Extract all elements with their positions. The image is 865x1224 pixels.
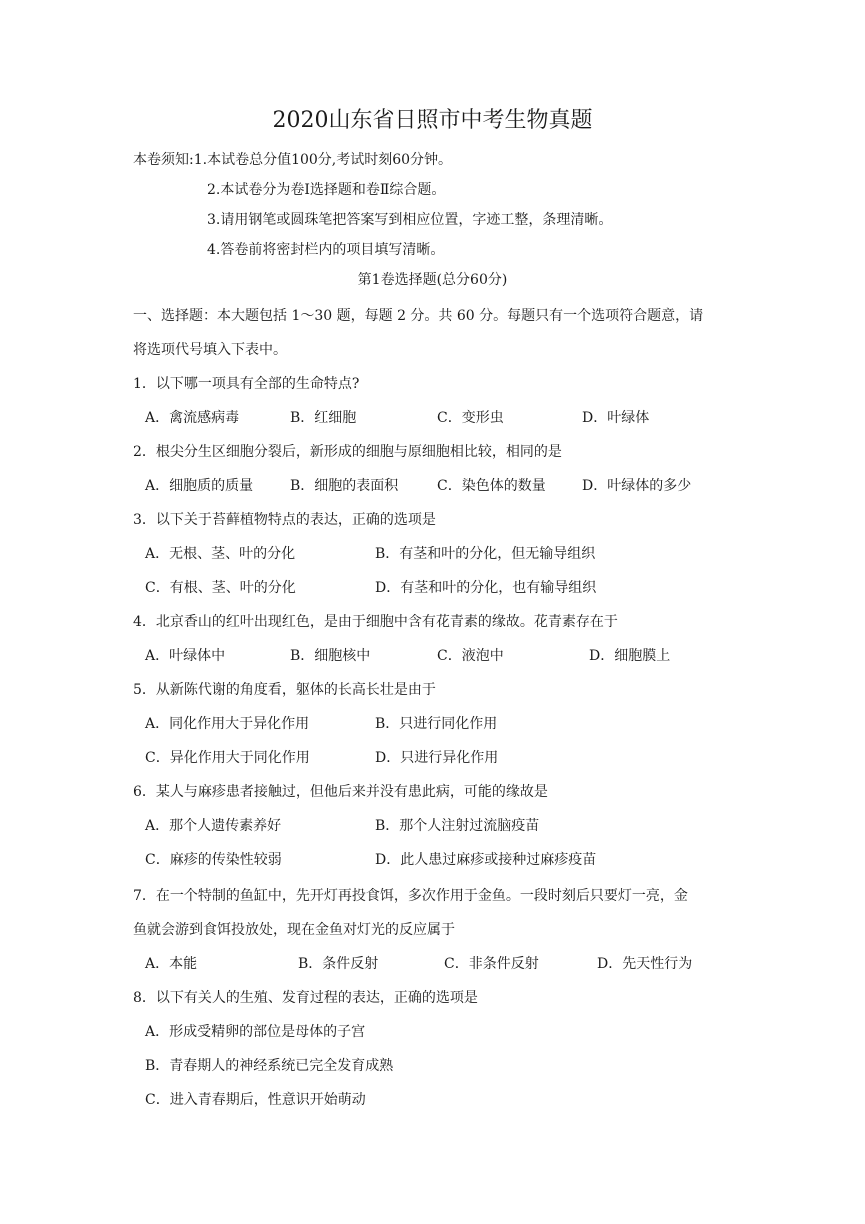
option: D．先天性行为: [597, 956, 693, 972]
instruction-line: 一、选择题：本大题包括 1～30 题，每题 2 分。共 60 分。每题只有一个选项符合题意，请: [133, 308, 704, 324]
notice-item: 2.本试卷分为卷I选择题和卷Ⅱ综合题。: [207, 182, 446, 198]
question-stem: 3．以下关于苔藓植物特点的表达，正确的选项是: [133, 512, 436, 528]
option: B．细胞的表面积: [290, 478, 399, 494]
question-stem: 5．从新陈代谢的角度看，躯体的长高长壮是由于: [133, 682, 436, 698]
question-stem: 鱼就会游到食饵投放处，现在金鱼对灯光的反应属于: [133, 922, 455, 938]
option: C．进入青春期后，性意识开始萌动: [145, 1092, 366, 1108]
question-stem: 4．北京香山的红叶出现红色，是由于细胞中含有花青素的缘故。花青素存在于: [133, 614, 618, 630]
option: D．叶绿体的多少: [582, 478, 692, 494]
option: C．非条件反射: [444, 956, 539, 972]
option: C．有根、茎、叶的分化: [145, 580, 296, 596]
option: C．异化作用大于同化作用: [145, 750, 310, 766]
option: A．无根、茎、叶的分化: [145, 546, 296, 562]
option: A．本能: [145, 956, 198, 972]
question-stem: 8．以下有关人的生殖、发育过程的表达，正确的选项是: [133, 990, 478, 1006]
notice-item: 1.本试卷总分值100分,考试时刻60分钟。: [193, 152, 453, 168]
question-stem: 2．根尖分生区细胞分裂后，新形成的细胞与原细胞相比较，相同的是: [133, 444, 562, 460]
option: B．红细胞: [290, 410, 357, 426]
option: B．有茎和叶的分化，但无输导组织: [375, 546, 596, 562]
notice-item: 4.答卷前将密封栏内的项目填写清晰。: [207, 242, 445, 258]
page-title: 2020山东省日照市中考生物真题: [272, 108, 593, 133]
notice-item: 3.请用钢笔或圆珠笔把答案写到相应位置，字迹工整，条理清晰。: [207, 212, 613, 228]
option: C．染色体的数量: [437, 478, 546, 494]
option: A．同化作用大于异化作用: [145, 716, 310, 732]
option: A．形成受精卵的部位是母体的子宫: [145, 1024, 366, 1040]
option: A．细胞质的质量: [145, 478, 254, 494]
option: A．那个人遗传素养好: [145, 818, 282, 834]
option: D．只进行异化作用: [375, 750, 499, 766]
notice-line-1: [133, 150, 452, 170]
option: C．液泡中: [437, 648, 504, 664]
option: D．叶绿体: [582, 410, 650, 426]
section-title: 第1卷选择题(总分60分): [357, 272, 508, 288]
notice-label: 本卷须知:: [133, 152, 194, 168]
question-stem: 6．某人与麻疹患者接触过，但他后来并没有患此病，可能的缘故是: [133, 784, 548, 800]
option: C．麻疹的传染性较弱: [145, 852, 282, 868]
question-stem: 1．以下哪一项具有全部的生命特点?: [133, 376, 360, 392]
option: C．变形虫: [437, 410, 504, 426]
option: D．有茎和叶的分化，也有输导组织: [375, 580, 597, 596]
instruction-line: 将选项代号填入下表中。: [133, 342, 287, 358]
option: B．青春期人的神经系统已完全发育成熟: [145, 1058, 394, 1074]
option: A．禽流感病毒: [145, 410, 240, 426]
option: B．条件反射: [298, 956, 379, 972]
option: A．叶绿体中: [145, 648, 226, 664]
option: D．此人患过麻疹或接种过麻疹疫苗: [375, 852, 597, 868]
option: D．细胞膜上: [589, 648, 671, 664]
question-stem: 7．在一个特制的鱼缸中，先开灯再投食饵，多次作用于金鱼。一段时刻后只要灯一亮，金: [133, 888, 688, 904]
option: B．细胞核中: [290, 648, 371, 664]
option: B．只进行同化作用: [375, 716, 498, 732]
option: B．那个人注射过流脑疫苗: [375, 818, 540, 834]
